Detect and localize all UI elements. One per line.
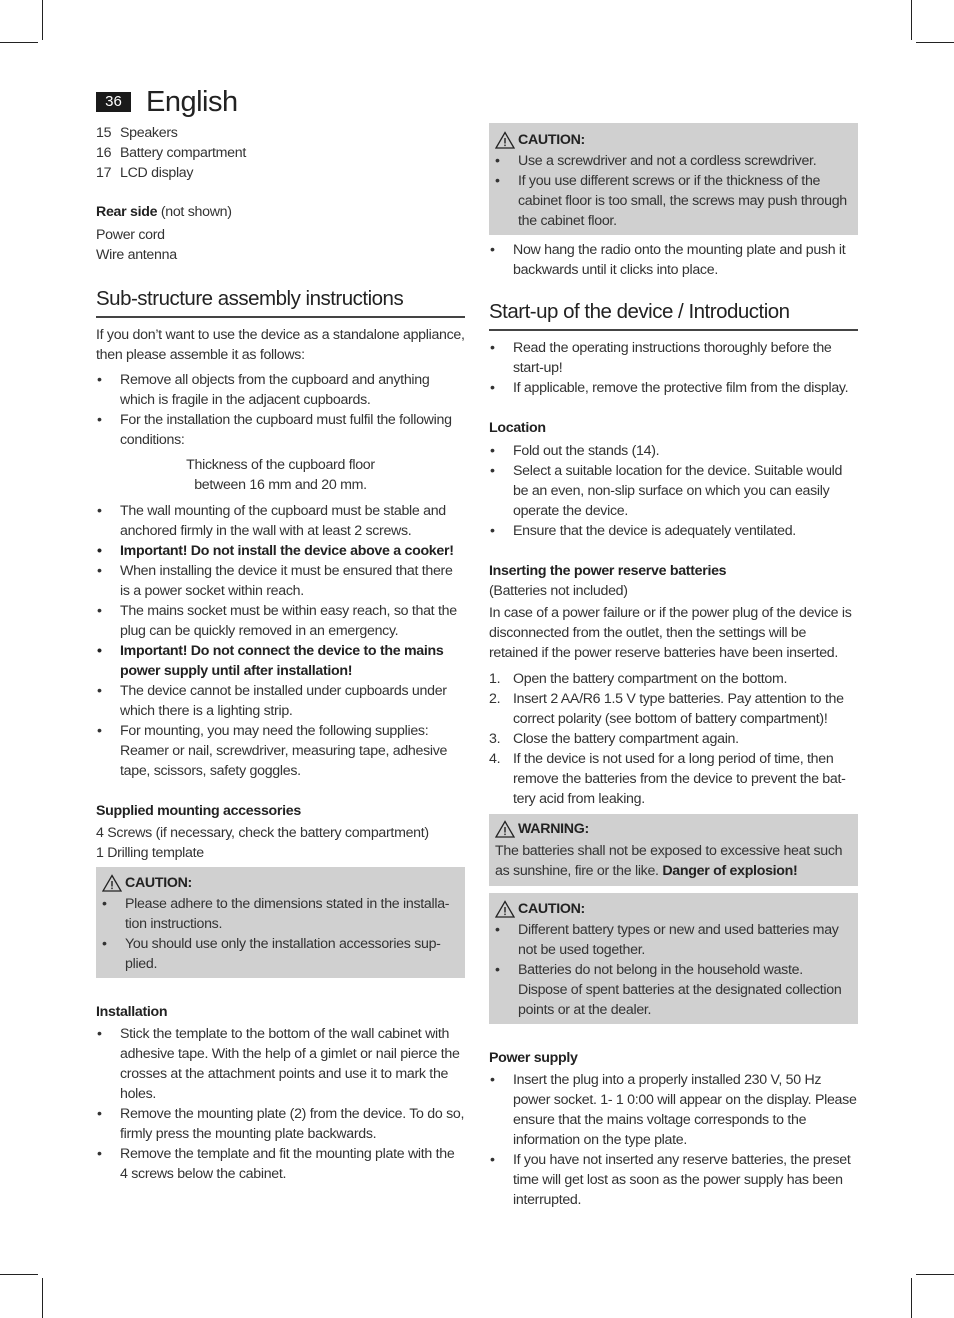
list-item: • Remove the mounting plate (2) from the device. To do so, firmly press the mounting plate backwards. (96, 1104, 465, 1144)
warning-triangle-icon (102, 874, 122, 892)
subsection-heading: Supplied mounting accessories (96, 803, 301, 819)
list-item: • If applicable, remove the protective film from the display. (489, 378, 858, 398)
bullet-list (489, 338, 858, 398)
caution-box (489, 123, 858, 235)
list-item: • Now hang the radio onto the mounting plate and push it backwards until it clicks into place. (489, 240, 858, 280)
condition-text: between 16 mm and 20 mm. (194, 477, 367, 493)
list-item: • Select a suitable location for the device. Suitable would be an even, non-slip surface on which you can easily operate the device. (489, 461, 858, 521)
list-item: • Ensure that the device is adequately ventilated. (489, 521, 858, 541)
list-item: • Remove the template and fit the mounting plate with the 4 screws below the cabinet. (96, 1144, 465, 1184)
intro-text: In case of a power failure or if the power plug of the device is disconnected from the outlet, then the settings will be retained if the power reserve batteries have been inserted. (489, 605, 852, 661)
list-item: • Read the operating instructions thoroughly before the start-up! (489, 338, 858, 378)
list-item: 16 Battery compartment (96, 145, 246, 161)
condition-text: Thickness of the cupboard floor (186, 457, 375, 473)
list-item: • If you use different screws or if the thickness of the cabinet floor is too small, the screws may push through the cabinet floor. (495, 171, 848, 231)
subsection-heading: Inserting the power reserve batteries (489, 563, 727, 579)
list-item: • Please adhere to the dimensions stated in the installa-tion instructions. (102, 894, 455, 934)
left-column (96, 123, 465, 1184)
caution-box (489, 893, 858, 1024)
bullet-list (495, 151, 848, 231)
list-item: • Stick the template to the bottom of the wall cabinet with adhesive tape. With the help of a gimlet or nail pierce the crosses at the attachment points and use it to mark the holes. (96, 1024, 465, 1104)
caution-box (96, 867, 465, 978)
list-item: • If you have not inserted any reserve batteries, the preset time will get lost as soon as the power supply has been interrupted. (489, 1150, 858, 1210)
subsection-heading: Power supply (489, 1050, 578, 1066)
caution-title: CAUTION: (495, 130, 848, 150)
list-item: • For mounting, you may need the following supplies: Reamer or nail, screwdriver, measuring tape, adhesive tape, scissors, safety goggles. (96, 721, 465, 781)
bullet-list (495, 920, 848, 1020)
list-item: • Use a screwdriver and not a cordless screwdriver. (495, 151, 848, 171)
list-item: 17 LCD display (96, 165, 194, 181)
list-item: 15 Speakers (96, 125, 178, 141)
list-item: • Different battery types or new and used batteries may not be used together. (495, 920, 848, 960)
list-item: • For the installation the cupboard must fulfil the following conditions: (96, 410, 465, 450)
crop-mark (0, 42, 38, 43)
warning-triangle-icon (495, 900, 515, 918)
list-item: • Important! Do not install the device above a cooker! (96, 541, 465, 561)
intro-text: If you don’t want to use the device as a standalone appliance, then please assemble it as follows: (96, 327, 465, 363)
list-item: • Remove all objects from the cupboard and anything which is fragile in the adjacent cupboards. (96, 370, 465, 410)
list-item: 2. Insert 2 AA/R6 1.5 V type batteries. Pay attention to the correct polarity (see bottom of battery compartment)! (489, 691, 844, 727)
warning-text: The batteries shall not be exposed to excessive heat such as sunshine, fire or the like. Danger of explosion! (495, 843, 843, 879)
page-title: English (146, 86, 238, 118)
list-item: 1. Open the battery compartment on the bottom. (489, 671, 788, 687)
list-item: • Fold out the stands (14). (489, 441, 858, 461)
subsection-heading: Location (489, 420, 546, 436)
crop-mark (42, 1278, 43, 1318)
list-item: • Important! Do not connect the device to the mains power supply until after installation! (96, 641, 465, 681)
list-item: • When installing the device it must be ensured that there is a power socket within reach. (96, 561, 465, 601)
bullet-list (489, 1070, 858, 1210)
list-item: • Insert the plug into a properly installed 230 V, 50 Hz power socket. 1- 1 0:00 will appear on the display. Please ensure that the mains voltage corresponds to the information on the type plate. (489, 1070, 858, 1150)
right-column (489, 123, 858, 1210)
bullet-list (489, 240, 858, 280)
list-item: • You should use only the installation accessories sup-plied. (102, 934, 455, 974)
parts-list (96, 123, 465, 183)
list-item: • Batteries do not belong in the household waste. Dispose of spent batteries at the designated collection points or at the dealer. (495, 960, 848, 1020)
accessory-line: 1 Drilling template (96, 845, 204, 861)
warning-triangle-icon (495, 131, 515, 149)
rear-side-item: Wire antenna (96, 247, 177, 263)
list-item: 3. Close the battery compartment again. (489, 731, 739, 747)
section-heading: Start-up of the device / Introduction (489, 299, 858, 331)
subsection-heading: Installation (96, 1004, 168, 1020)
crop-mark (916, 1274, 954, 1275)
list-item: • The device cannot be installed under cupboards under which there is a lighting strip. (96, 681, 465, 721)
crop-mark (916, 42, 954, 43)
numbered-list (489, 669, 858, 809)
page-number: 36 (96, 92, 131, 112)
list-item: • The wall mounting of the cupboard must be stable and anchored firmly in the wall with at least 2 screws. (96, 501, 465, 541)
subsection-note: (Batteries not included) (489, 583, 628, 599)
bullet-list (96, 1024, 465, 1184)
warning-box (489, 814, 858, 886)
bullet-list (102, 894, 455, 974)
section-heading: Sub-structure assembly instructions (96, 286, 465, 318)
crop-mark (42, 0, 43, 40)
accessory-line: 4 Screws (if necessary, check the battery compartment) (96, 825, 429, 841)
bullet-list (96, 370, 465, 450)
rear-side-item: Power cord (96, 227, 165, 243)
crop-mark (911, 1278, 912, 1318)
warning-title: WARNING: (495, 819, 848, 839)
bullet-list (489, 441, 858, 541)
warning-triangle-icon (495, 820, 515, 838)
rear-side-heading: Rear side (not shown) (96, 204, 232, 220)
crop-mark (0, 1274, 38, 1275)
caution-title: CAUTION: (495, 899, 848, 919)
crop-mark (911, 0, 912, 40)
list-item: 4. If the device is not used for a long period of time, then remove the batteries from the device to prevent the bat-tery acid from leaking. (489, 751, 846, 807)
bullet-list (96, 501, 465, 781)
caution-title: CAUTION: (102, 873, 455, 893)
list-item: • The mains socket must be within easy reach, so that the plug can be quickly removed in an emergency. (96, 601, 465, 641)
